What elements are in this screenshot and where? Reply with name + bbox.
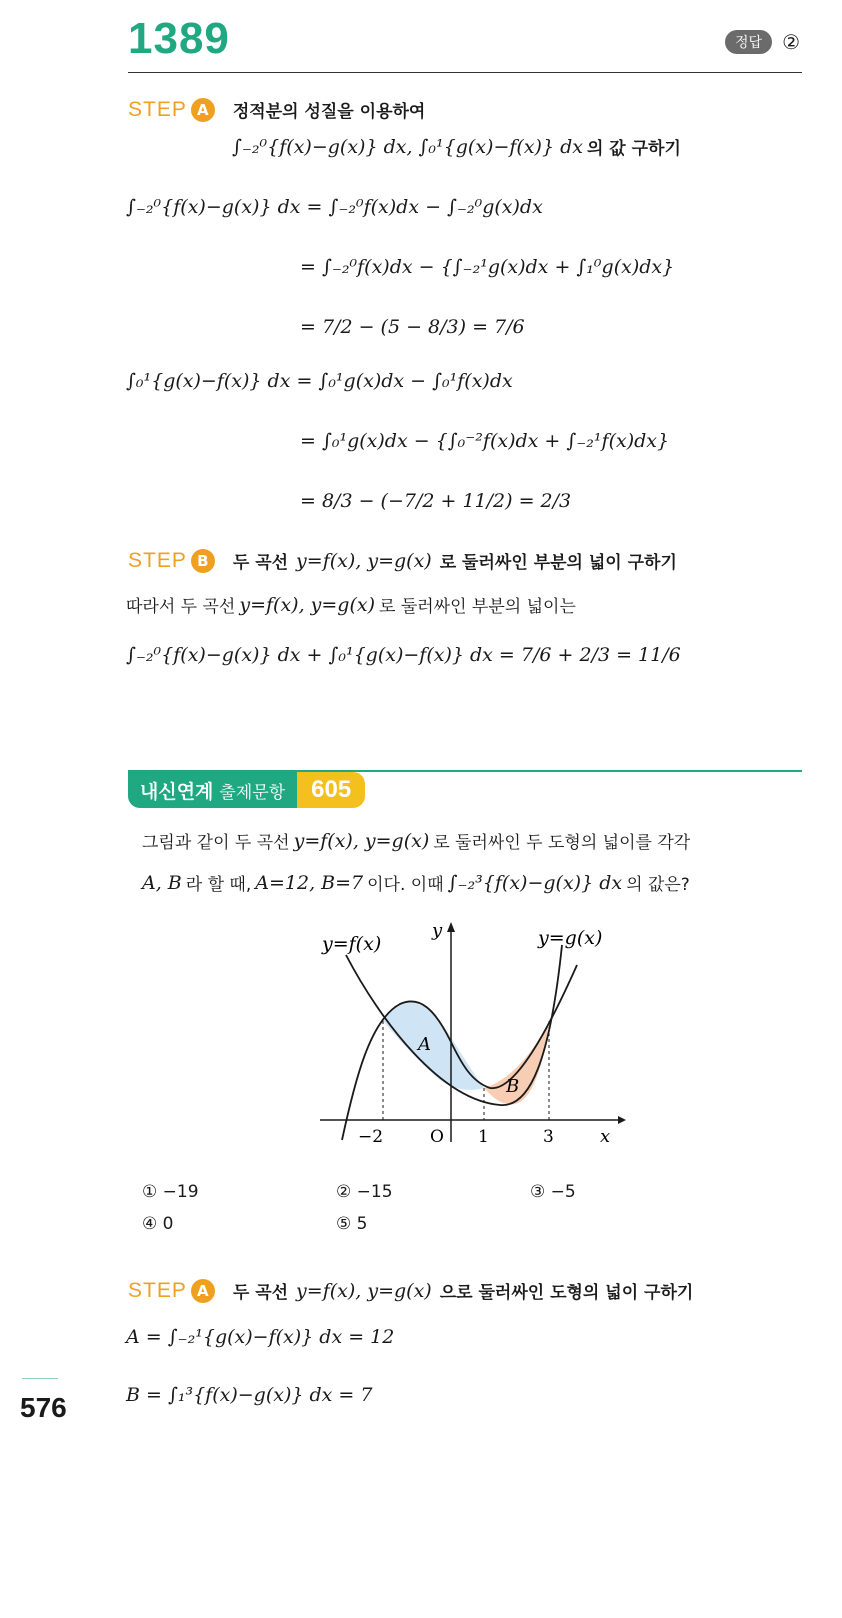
final-equation: ∫₋₂⁰{f(x)−g(x)} dx + ∫₀¹{g(x)−f(x)} dx = 7/6 + 2/3 = 11/6 xyxy=(126,644,681,666)
question-math: y=f(x), y=g(x) xyxy=(293,829,430,852)
question-line-1 xyxy=(142,828,690,853)
question-math: ∫₋₂³{f(x)−g(x)} dx xyxy=(447,871,623,894)
solution-line-6: = 8/3 − (−7/2 + 11/2) = 2/3 xyxy=(300,490,572,512)
solution-line-5: = ∫₀¹g(x)dx − {∫₀⁻²f(x)dx + ∫₋₂¹f(x)dx} xyxy=(300,430,670,452)
solution-step-b xyxy=(128,548,677,573)
step-word: STEP xyxy=(128,1278,187,1302)
page-number-rule xyxy=(22,1378,58,1379)
solution-line-3: = 7/2 − (5 − 8/3) = 7/6 xyxy=(300,316,525,338)
conclusion-math: y=f(x), y=g(x) xyxy=(239,593,376,616)
step-a-title-suffix: 의 값 구하기 xyxy=(586,139,681,159)
banner-label xyxy=(128,772,297,808)
linked-step-a xyxy=(128,1278,693,1303)
tick-label-3: 3 xyxy=(543,1127,554,1147)
origin-label: O xyxy=(430,1127,444,1147)
problem-number: 1389 xyxy=(128,14,230,63)
answer-box xyxy=(725,30,800,54)
step-title-prefix: 두 곡선 xyxy=(232,1283,289,1303)
question-text: 의 값은? xyxy=(626,875,690,895)
conclusion-prefix: 따라서 두 곡선 xyxy=(126,597,236,617)
step-title-suffix: 으로 둘러싸인 도형의 넓이 구하기 xyxy=(439,1283,694,1303)
choice-2[interactable]: ② −15 xyxy=(336,1182,393,1202)
step-title-math: y=f(x), y=g(x) xyxy=(296,549,432,572)
step-a-title-math: ∫₋₂⁰{f(x)−g(x)} dx, ∫₀¹{g(x)−f(x)} dx xyxy=(232,135,583,158)
answer-label-badge: 정답 xyxy=(725,30,772,54)
region-b-label: B xyxy=(506,1076,520,1097)
page-number: 576 xyxy=(20,1392,67,1423)
question-text: 그림과 같이 두 곡선 xyxy=(142,833,290,853)
region-a-label: A xyxy=(418,1034,431,1055)
step-letter-badge: A xyxy=(191,98,215,122)
choice-3[interactable]: ③ −5 xyxy=(530,1182,576,1202)
function-graph xyxy=(300,910,640,1160)
question-text: 라 할 때, xyxy=(185,875,252,895)
tick-label-1: 1 xyxy=(478,1127,489,1147)
choice-4[interactable]: ④ 0 xyxy=(142,1214,174,1234)
step-letter-badge: B xyxy=(191,549,215,573)
linked-banner xyxy=(128,772,365,808)
solution-step-a xyxy=(128,97,425,122)
question-math: A, B xyxy=(142,871,182,894)
solution-line-4: ∫₀¹{g(x)−f(x)} dx = ∫₀¹g(x)dx − ∫₀¹f(x)dx xyxy=(126,370,513,392)
question-math: A=12, B=7 xyxy=(255,871,364,894)
step-title-prefix: 두 곡선 xyxy=(232,553,289,573)
step-letter-badge: A xyxy=(191,1279,215,1303)
answer-value: ② xyxy=(782,30,800,54)
label-g: y=g(x) xyxy=(538,927,603,949)
question-line-2 xyxy=(142,870,690,895)
y-axis-label: y xyxy=(432,920,443,941)
y-axis-arrow-icon xyxy=(447,922,455,932)
step-word: STEP xyxy=(128,548,187,572)
label-f: y=f(x) xyxy=(322,933,382,955)
banner-number: 605 xyxy=(297,772,365,808)
choice-5[interactable]: ⑤ 5 xyxy=(336,1214,368,1234)
solution-line-2: = ∫₋₂⁰f(x)dx − {∫₋₂¹g(x)dx + ∫₁⁰g(x)dx} xyxy=(300,256,675,278)
step-title: 정적분의 성질을 이용하여 xyxy=(232,102,426,122)
tick-label-m2: −2 xyxy=(358,1127,384,1147)
choice-1[interactable]: ① −19 xyxy=(142,1182,199,1202)
banner-bold: 내신연계 xyxy=(140,780,214,803)
question-text: 로 둘러싸인 두 도형의 넓이를 각각 xyxy=(433,833,691,853)
conclusion-suffix: 로 둘러싸인 부분의 넓이는 xyxy=(379,597,576,617)
solution-line-1: ∫₋₂⁰{f(x)−g(x)} dx = ∫₋₂⁰f(x)dx − ∫₋₂⁰g(x)dx xyxy=(126,196,543,218)
question-text: 이다. 이때 xyxy=(367,875,444,895)
step-a-title-line2 xyxy=(232,134,681,159)
conclusion-sentence xyxy=(126,592,576,617)
banner-sub: 출제문항 xyxy=(219,782,286,803)
step-word: STEP xyxy=(128,97,187,121)
equation-b: B = ∫₁³{f(x)−g(x)} dx = 7 xyxy=(126,1384,373,1406)
header-divider xyxy=(128,72,802,73)
step-title-math: y=f(x), y=g(x) xyxy=(296,1279,432,1302)
x-axis-arrow-icon xyxy=(618,1116,626,1124)
x-axis-label: x xyxy=(600,1126,611,1147)
equation-a: A = ∫₋₂¹{g(x)−f(x)} dx = 12 xyxy=(126,1326,395,1348)
step-title-suffix: 로 둘러싸인 부분의 넓이 구하기 xyxy=(439,553,677,573)
